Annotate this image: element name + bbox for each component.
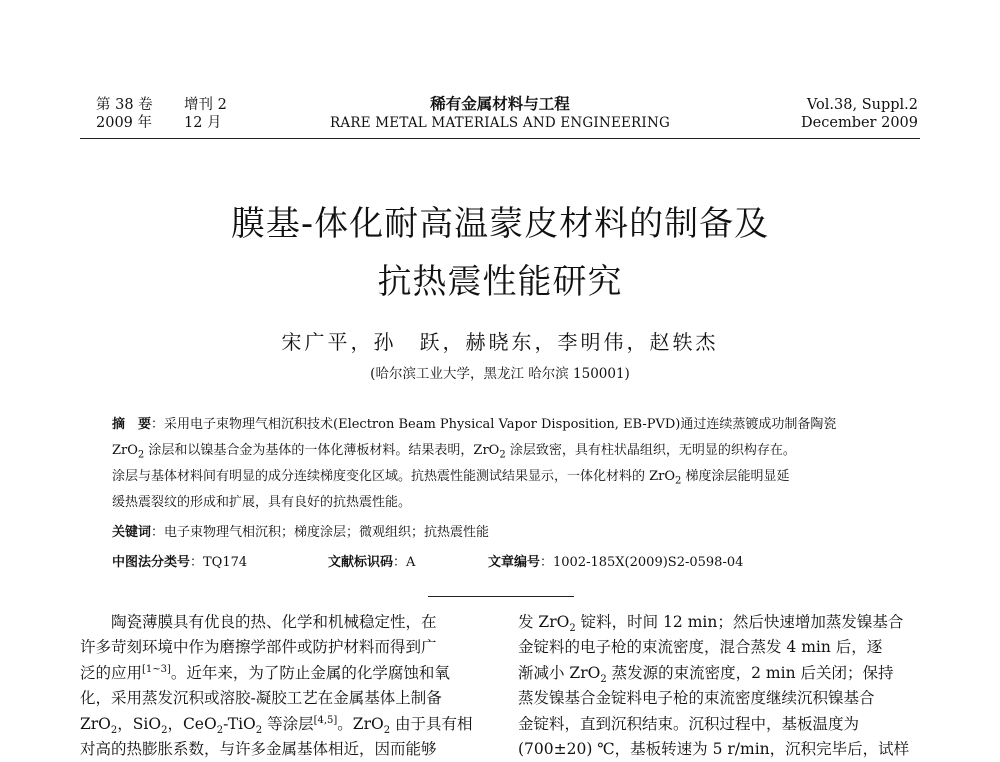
- abstract-text-3c: 梯度涂层能明显延: [681, 469, 790, 484]
- body-right-3a: 渐减小 ZrO: [518, 663, 601, 682]
- issue-label: 增刊 2: [184, 97, 227, 113]
- body-left-line-5: [80, 712, 473, 737]
- body-left-5d: -TiO: [223, 714, 256, 733]
- abstract-line-3: [112, 468, 790, 486]
- article-number-label: 文章编号: [488, 555, 541, 570]
- citation-4-5: [4,5]: [313, 714, 338, 726]
- affiliation: (哈尔滨工业大学，黑龙江 哈尔滨 150001): [370, 366, 630, 382]
- body-left-5s5: 2: [383, 724, 391, 736]
- body-right-line-6: (700±20) ℃，基板转速为 5 r/min，沉积完毕后，试样: [518, 740, 910, 759]
- header-rule: [80, 138, 920, 139]
- abstract-text-2c: 涂层和以镍基合金为基体的一体化薄板材料。结果表明，ZrO: [144, 443, 500, 458]
- abstract-text-3a: 涂层与基体材料间有明显的成分连续梯度变化区域。抗热震性能测试结果显示，一体化材料的 ZrO: [112, 469, 676, 484]
- doc-code-label: 文献标识码: [328, 555, 394, 570]
- body-left-line-3: [80, 661, 473, 686]
- body-left-line-2: 许多苛刻环境中作为磨擦学部件或防护材料而得到广: [80, 638, 437, 657]
- abstract-text-2e: 涂层致密，具有柱状晶组织，无明显的织构存在。: [505, 443, 796, 458]
- section-divider: [428, 596, 574, 597]
- body-left-5g: 由于具有相: [390, 714, 473, 733]
- clc-label: 中图法分类号: [112, 555, 191, 570]
- doc-code-value: ：A: [393, 555, 416, 570]
- body-left-3a: 泛的应用: [80, 663, 143, 682]
- citation-1-3: [1~3]: [142, 663, 171, 675]
- abstract-line-1: [112, 416, 836, 434]
- keywords-label: 关键词: [112, 525, 152, 540]
- abstract-sub-2d: 2: [499, 449, 506, 461]
- body-left-5s3: 2: [216, 724, 224, 736]
- body-right-3b: 蒸发源的束流密度，2 min 后关闭；保持: [606, 663, 894, 682]
- date-en: December 2009: [801, 115, 918, 131]
- doc-code: [328, 554, 415, 572]
- title-line-1: 膜基-体化耐高温蒙皮材料的制备及: [230, 204, 770, 244]
- header-right: [801, 96, 918, 132]
- body-right-line-1: [518, 610, 909, 635]
- abstract-text-1: ：采用电子束物理气相沉积技术(Electron Beam Physical Vapor Disposition, EB-PVD)通过连续蒸镀成功制备陶瓷: [151, 417, 837, 432]
- body-left-line-4: 化，采用蒸发沉积或溶胶-凝胶工艺在金属基体上制备: [80, 689, 442, 708]
- body-right-1b: 锭料，时间 12 min；然后快速增加蒸发镍基合: [575, 613, 904, 631]
- body-right-line-4: 蒸发镍基合金锭料电子枪的束流密度继续沉积镍基合: [518, 689, 875, 708]
- body-left-5b: ，SiO: [117, 714, 162, 733]
- body-left-5e: 等涂层: [262, 714, 314, 733]
- year-label: 2009 年: [96, 115, 153, 131]
- article-number-value: ：1002-185X(2009)S2-0598-04: [540, 555, 744, 570]
- volume-en: Vol.38, Suppl.2: [806, 97, 918, 113]
- abstract-sub-3b: 2: [675, 475, 682, 487]
- body-left-5c: ，CeO: [167, 714, 217, 733]
- body-left-5a: ZrO: [80, 714, 111, 733]
- title-line-2: 抗热震性能研究: [377, 262, 623, 302]
- body-right-line-3: [518, 661, 909, 686]
- body-right-3s: 2: [600, 673, 607, 685]
- body-left-5f: 。ZrO: [337, 714, 384, 733]
- abstract-text-2a: ZrO: [112, 443, 138, 458]
- keywords-line: [112, 524, 489, 542]
- abstract-label: 摘 要: [112, 417, 152, 432]
- body-left-line-6: 对高的热膨胀系数，与许多金属基体相近，因而能够: [80, 740, 437, 759]
- body-left-5s1: 2: [110, 724, 118, 736]
- body-right-line-2: 金锭料的电子枪的束流密度，混合蒸发 4 min 后，逐: [518, 638, 883, 657]
- authors: 宋广平，孙 跃，赫晓东，李明伟，赵轶杰: [281, 330, 719, 354]
- journal-name-en: RARE METAL MATERIALS AND ENGINEERING: [330, 115, 670, 131]
- body-right-line-5: 金锭料，直到沉积结束。沉积过程中，基板温度为: [518, 714, 860, 733]
- body-column-left: [80, 610, 473, 762]
- body-right-1s: 2: [569, 623, 576, 635]
- body-column-right: [518, 610, 909, 762]
- abstract-sub-2b: 2: [137, 449, 145, 461]
- journal-name-cn: 稀有金属材料与工程: [430, 95, 570, 113]
- volume-label: 第 38 卷: [96, 97, 153, 113]
- abstract-line-4: 缓热震裂纹的形成和扩展，具有良好的抗热震性能。: [112, 495, 412, 510]
- body-right-1a: 发 ZrO: [518, 613, 570, 631]
- month-label: 12 月: [184, 115, 222, 131]
- body-left-line-1: 陶瓷薄膜具有优良的热、化学和机械稳定性，在: [80, 613, 437, 631]
- keywords-text: ：电子束物理气相沉积；梯度涂层；微观组织；抗热震性能: [151, 525, 490, 540]
- abstract-line-2: [112, 442, 796, 460]
- body-left-5s2: 2: [161, 724, 168, 736]
- article-number: [488, 554, 743, 572]
- clc-value: ：TQ174: [190, 555, 248, 570]
- body-left-5s4: 2: [255, 724, 263, 736]
- classification-line: [112, 554, 247, 572]
- body-left-3b: 。近年来，为了防止金属的化学腐蚀和氧: [170, 663, 450, 682]
